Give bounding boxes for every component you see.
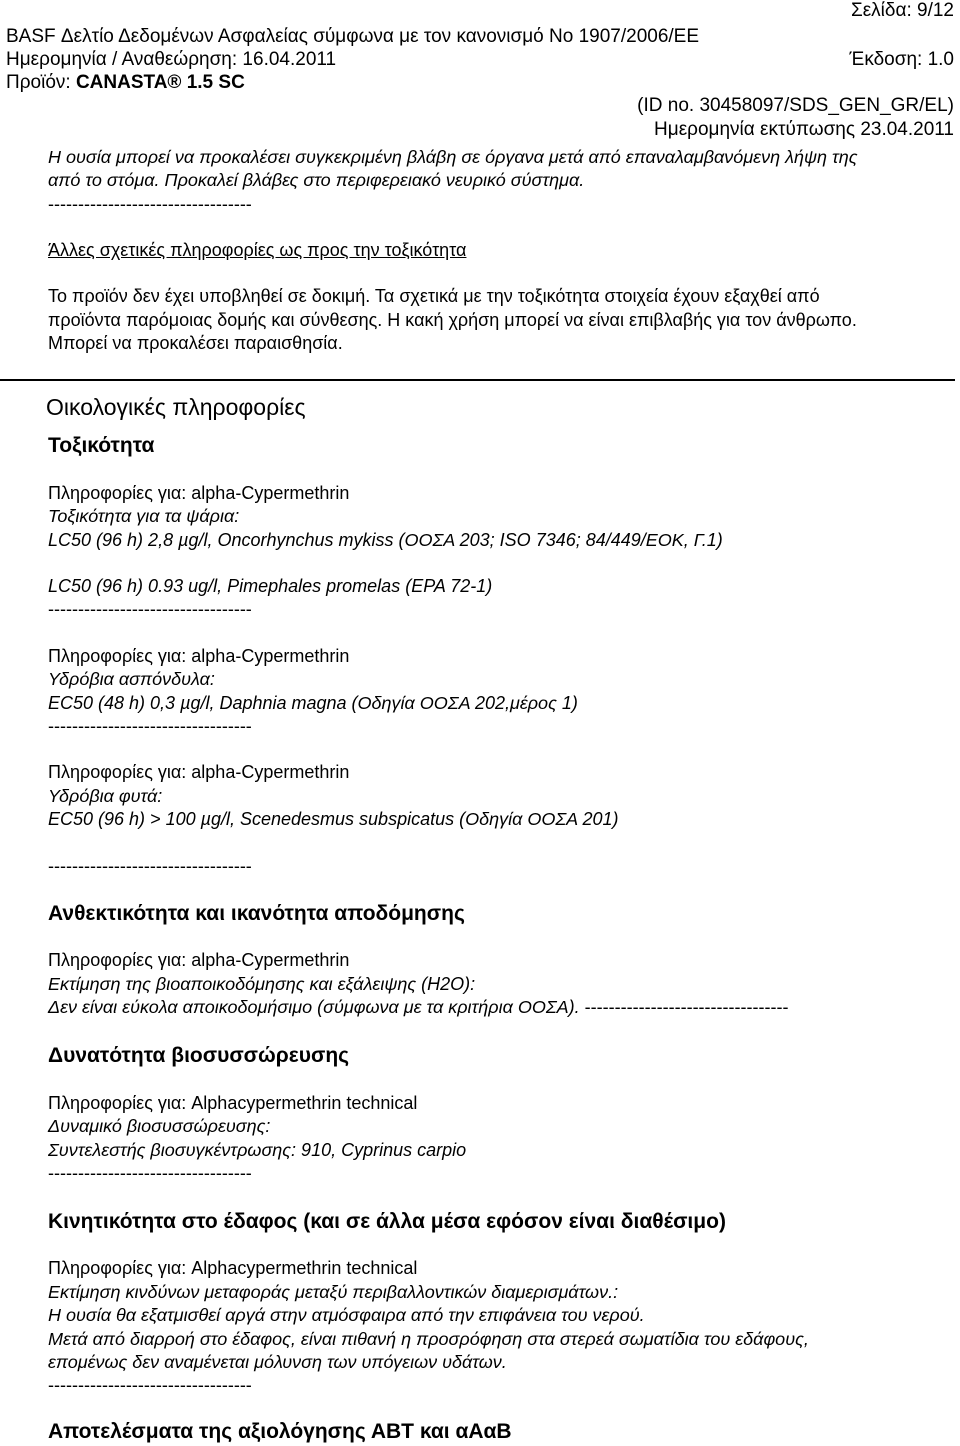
- fish-info: Πληροφορίες για: alpha-Cypermethrin: [48, 483, 350, 503]
- fish-label: Τοξικότητα για τα ψάρια:: [48, 506, 240, 526]
- other-info-line-1: Το προϊόν δεν έχει υποβληθεί σε δοκιμή. Τα σχετικά με την τοξικότητα στοιχεία έχουν εξαχθεί από: [48, 286, 820, 306]
- separator: ----------------------------------: [48, 194, 252, 214]
- persistence-value: Δεν είναι εύκολα αποικοδομήσιμο (σύμφωνα με τα κριτήρια ΟΟΣΑ).: [48, 997, 580, 1017]
- bioaccumulation-label: Δυναμικό βιοσυσσώρευσης:: [48, 1116, 271, 1136]
- pbt-title: Αποτελέσματα της αξιολόγησης ΑΒΤ και αΑαΒ: [48, 1420, 512, 1443]
- persistence-value-line: [48, 996, 788, 1018]
- plants-info: Πληροφορίες για: alpha-Cypermethrin: [48, 762, 350, 782]
- fish-value-2: LC50 (96 h) 0.93 ug/l, Pimephales promelas (EPA 72-1): [48, 576, 493, 596]
- separator: ----------------------------------: [48, 1163, 252, 1183]
- bioaccumulation-title: Δυνατότητα βιοσυσσώρευσης: [48, 1044, 350, 1067]
- mobility-line-3: επομένως δεν αναμένεται μόλυνση των υπόγειων υδάτων.: [48, 1352, 507, 1372]
- intro-line-1: Η ουσία μπορεί να προκαλέσει συγκεκριμένη βλάβη σε όργανα μετά από επαναλαμβανόμενη λήψη της: [48, 147, 858, 167]
- separator: ----------------------------------: [48, 856, 252, 876]
- invertebrates-info: Πληροφορίες για: alpha-Cypermethrin: [48, 646, 350, 666]
- id-number: (ID no. 30458097/SDS_GEN_GR/EL): [637, 95, 954, 116]
- intro-line-2: από το στόμα. Προκαλεί βλάβες στο περιφερειακό νευρικό σύστημα.: [48, 170, 585, 190]
- print-date: Ημερομηνία εκτύπωσης 23.04.2011: [654, 119, 954, 140]
- separator: ----------------------------------: [48, 599, 252, 619]
- section-title-ecological: Οικολογικές πληροφορίες: [46, 394, 306, 420]
- product-name: CANASTA® 1.5 SC: [75, 72, 245, 93]
- other-info-line-3: Μπορεί να προκαλέσει παραισθησία.: [48, 333, 343, 353]
- invertebrates-label: Υδρόβια ασπόνδυλα:: [48, 669, 215, 689]
- product-line: [6, 72, 245, 94]
- toxicity-title: Τοξικότητα: [48, 434, 155, 457]
- plants-label: Υδρόβια φυτά:: [48, 786, 163, 806]
- section-divider: [0, 379, 955, 381]
- separator: ----------------------------------: [584, 997, 789, 1017]
- persistence-info: Πληροφορίες για: alpha-Cypermethrin: [48, 950, 350, 970]
- mobility-label: Εκτίμηση κινδύνων μεταφοράς μεταξύ περιβαλλοντικών διαμερισμάτων.:: [48, 1282, 619, 1302]
- product-label: Προϊόν:: [6, 72, 71, 93]
- separator: ----------------------------------: [48, 1375, 252, 1395]
- edition: Έκδοση: 1.0: [849, 49, 954, 70]
- mobility-line-1: Η ουσία θα εξατμισθεί αργά στην ατμόσφαιρα από την επιφάνεια του νερού.: [48, 1305, 645, 1325]
- mobility-line-2: Μετά από διαρροή στο έδαφος, είναι πιθανή η προσρόφηση στα στερεά σωματίδια του εδάφους,: [48, 1329, 809, 1349]
- persistence-label: Εκτίμηση της βιοαποικοδόμησης και εξάλειψης (H2O):: [48, 974, 476, 994]
- bioaccumulation-value: Συντελεστής βιοσυγκέντρωσης: 910, Cyprinus carpio: [48, 1140, 467, 1160]
- document-title: BASF Δελτίο Δεδομένων Ασφαλείας σύμφωνα με τον κανονισμό Νο 1907/2006/ΕΕ: [6, 26, 700, 47]
- other-info-line-2: προϊόντα παρόμοιας δομής και σύνθεσης. Η κακή χρήση μπορεί να είναι επιβλαβής για τον άνθρωπο.: [48, 310, 857, 330]
- persistence-title: Ανθεκτικότητα και ικανότητα αποδόμησης: [48, 902, 465, 925]
- mobility-info: Πληροφορίες για: Alphacypermethrin technical: [48, 1258, 418, 1278]
- bioaccumulation-info: Πληροφορίες για: Alphacypermethrin technical: [48, 1093, 418, 1113]
- invertebrates-value: EC50 (48 h) 0,3 µg/l, Daphnia magna (Οδηγία ΟΟΣΑ 202,μέρος 1): [48, 693, 578, 713]
- plants-value: EC50 (96 h) > 100 µg/l, Scenedesmus subspicatus (Οδηγία ΟΟΣΑ 201): [48, 809, 619, 829]
- page-number: Σελίδα: 9/12: [850, 0, 954, 21]
- mobility-title: Κινητικότητα στο έδαφος (και σε άλλα μέσα εφόσον είναι διαθέσιμο): [48, 1210, 726, 1233]
- fish-value-1: LC50 (96 h) 2,8 µg/l, Oncorhynchus mykiss (ΟΟΣΑ 203; ISO 7346; 84/449/ΕΟΚ, Γ.1): [48, 530, 723, 550]
- other-info-title: Άλλες σχετικές πληροφορίες ως προς την τοξικότητα: [48, 240, 467, 260]
- separator: ----------------------------------: [48, 716, 252, 736]
- revision-date: Ημερομηνία / Αναθεώρηση: 16.04.2011: [6, 49, 337, 70]
